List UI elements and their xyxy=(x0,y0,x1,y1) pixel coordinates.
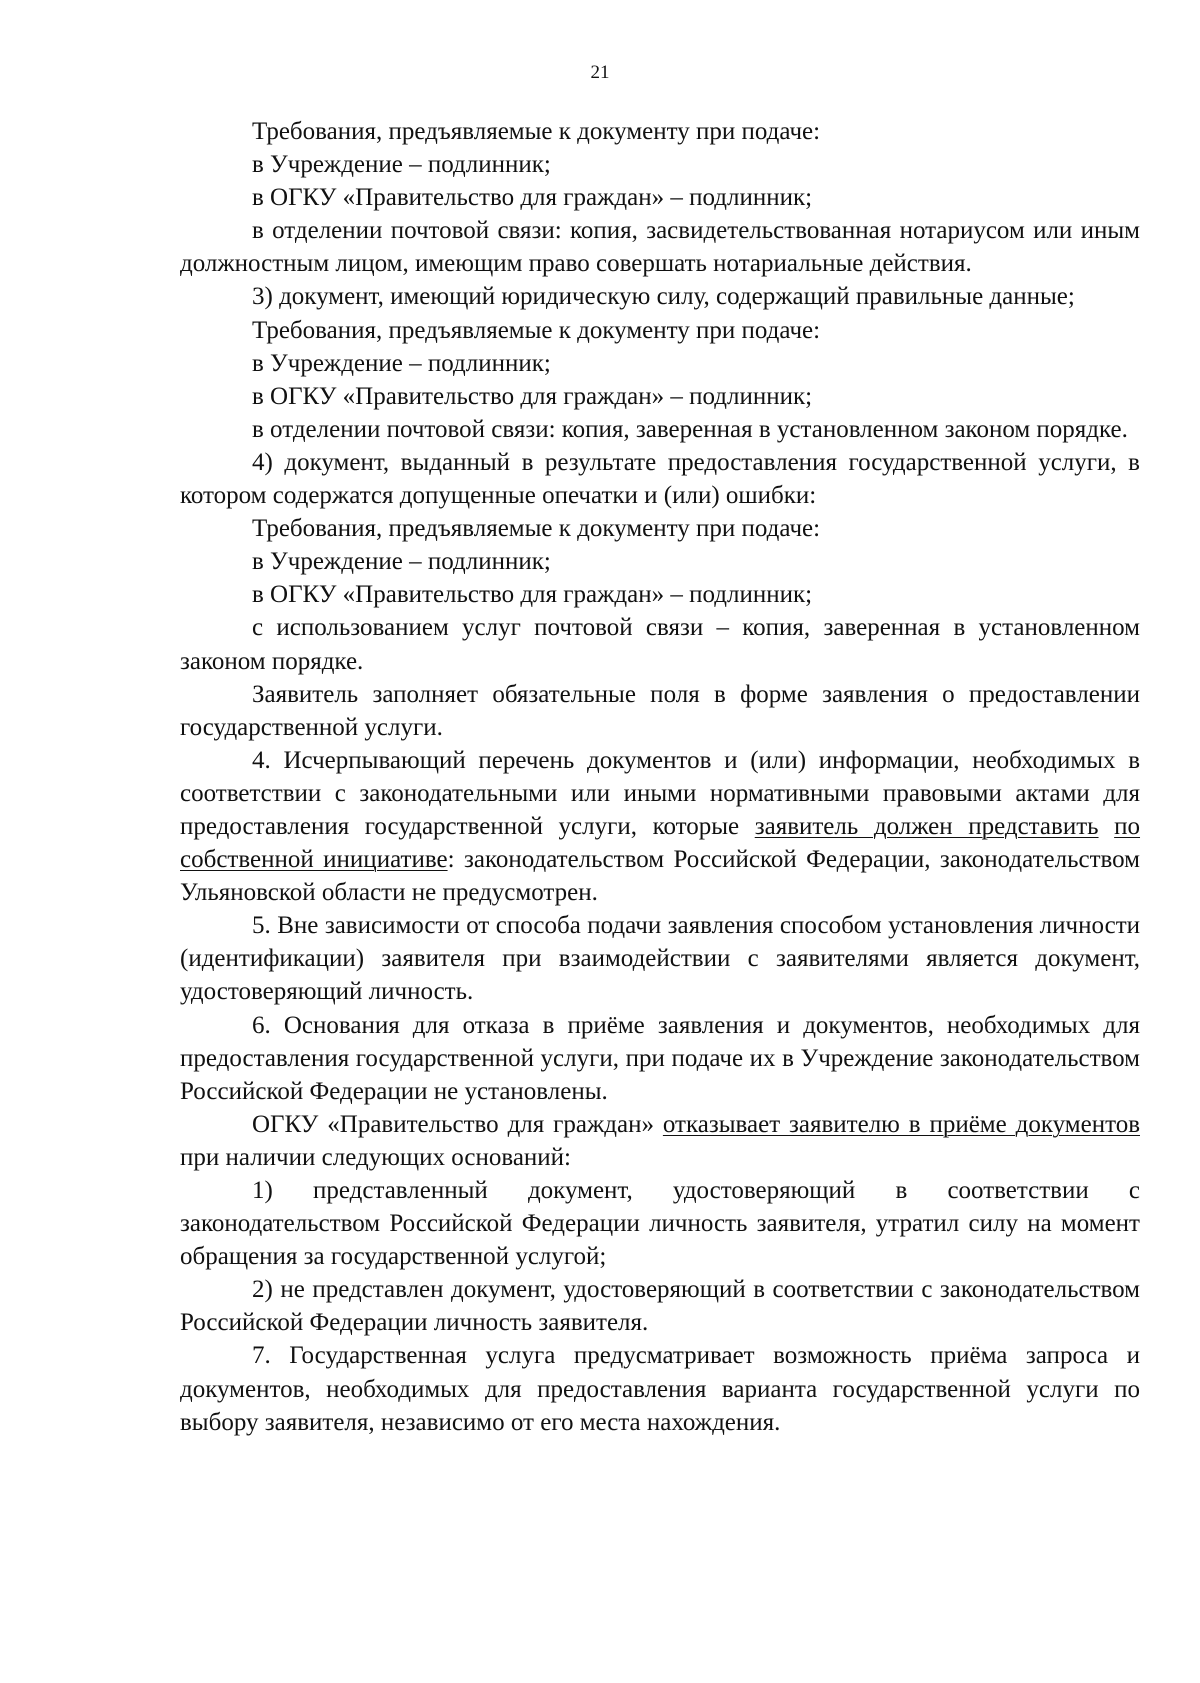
paragraph xyxy=(180,347,1140,380)
paragraph xyxy=(180,1009,1140,1108)
paragraph-text: ОГКУ «Правительство для граждан» xyxy=(252,1110,663,1138)
paragraph xyxy=(180,413,1140,446)
page-number: 21 xyxy=(590,62,610,83)
paragraph-text: : законодательством Российской Федерации, законодательством Ульяновской области не предусмотрен. xyxy=(180,846,1140,907)
paragraph-text: в ОГКУ «Правительство для граждан» – подлинник; xyxy=(252,581,813,609)
paragraph xyxy=(180,380,1140,413)
paragraph xyxy=(180,181,1140,214)
paragraph xyxy=(180,115,1140,148)
paragraph-text: 2) не представлен документ, удостоверяющий в соответствии с законодательством Российской Федерации личность заявителя. xyxy=(180,1276,1140,1337)
paragraph xyxy=(180,1108,1140,1174)
paragraph-text: 4. Исчерпывающий перечень документов и (или) информации, необходимых в соответствии с законодательными или иными нормативными правовыми актами для предоставления государственной услуги, которые xyxy=(180,746,1140,840)
paragraph-text: Требования, предъявляемые к документу при подаче: xyxy=(252,316,821,344)
paragraph-text: в Учреждение – подлинник; xyxy=(252,349,551,377)
paragraph-text: в отделении почтовой связи: копия, заверенная в установленном законом порядке. xyxy=(252,415,1128,443)
paragraph xyxy=(180,512,1140,545)
paragraph xyxy=(180,578,1140,611)
paragraph xyxy=(180,148,1140,181)
paragraph xyxy=(180,280,1140,313)
paragraph xyxy=(180,678,1140,744)
paragraph-text: в Учреждение – подлинник; xyxy=(252,548,551,576)
paragraph xyxy=(180,909,1140,1008)
paragraph-text: в отделении почтовой связи: копия, засвидетельствованная нотариусом или иным должностным лицом, имеющим право совершать нотариальные действия. xyxy=(180,217,1140,278)
document-body xyxy=(180,115,1140,1439)
paragraph xyxy=(180,1339,1140,1438)
paragraph-text: с использованием услуг почтовой связи – копия, заверенная в установленном законом порядке. xyxy=(180,614,1140,675)
paragraph-text: Заявитель заполняет обязательные поля в форме заявления о предоставлении государственной услуги. xyxy=(180,680,1140,741)
paragraph-text: в ОГКУ «Правительство для граждан» – подлинник; xyxy=(252,184,813,212)
underlined-text: заявитель должен представить xyxy=(754,812,1099,840)
paragraph xyxy=(180,744,1140,909)
paragraph xyxy=(180,446,1140,512)
paragraph-text: 1) представленный документ, удостоверяющий в соответствии с законодательством Российской Федерации личность заявителя, утратил силу на момент обращения за государственной услугой; xyxy=(180,1177,1140,1271)
paragraph xyxy=(180,1174,1140,1273)
underlined-text: отказывает заявителю в приёме документов xyxy=(662,1110,1140,1138)
paragraph xyxy=(180,314,1140,347)
paragraph-text: Требования, предъявляемые к документу при подаче: xyxy=(252,515,821,543)
paragraph-text: Требования, предъявляемые к документу при подаче: xyxy=(252,118,821,145)
paragraph-text: 6. Основания для отказа в приёме заявления и документов, необходимых для предоставления государственной услуги, при подаче их в Учреждение законодательством Российской Федерации не установлены. xyxy=(180,1011,1140,1105)
underlined-text: по собственной инициативе xyxy=(180,812,1141,874)
paragraph-text: 7. Государственная услуга предусматривает возможность приёма запроса и документов, необходимых для предоставления варианта государственной услуги по выбору заявителя, независимо от его места нахождения. xyxy=(180,1342,1140,1436)
paragraph xyxy=(180,214,1140,280)
paragraph-text: при наличии следующих оснований: xyxy=(180,1143,572,1171)
paragraph xyxy=(180,545,1140,578)
paragraph xyxy=(180,611,1140,677)
paragraph xyxy=(180,1273,1140,1339)
paragraph-text: 4) документ, выданный в результате предоставления государственной услуги, в котором содержатся допущенные опечатки и (или) ошибки: xyxy=(180,448,1140,510)
paragraph-text: в Учреждение – подлинник; xyxy=(252,151,551,179)
paragraph-text: в ОГКУ «Правительство для граждан» – подлинник; xyxy=(252,382,813,410)
paragraph-text xyxy=(1099,813,1115,840)
paragraph-text: 5. Вне зависимости от способа подачи заявления способом установления личности (идентификации) заявителя при взаимодействии с заявителями является документ, удостоверяющий личность. xyxy=(180,912,1140,1006)
paragraph-text: 3) документ, имеющий юридическую силу, содержащий правильные данные; xyxy=(252,283,1075,311)
